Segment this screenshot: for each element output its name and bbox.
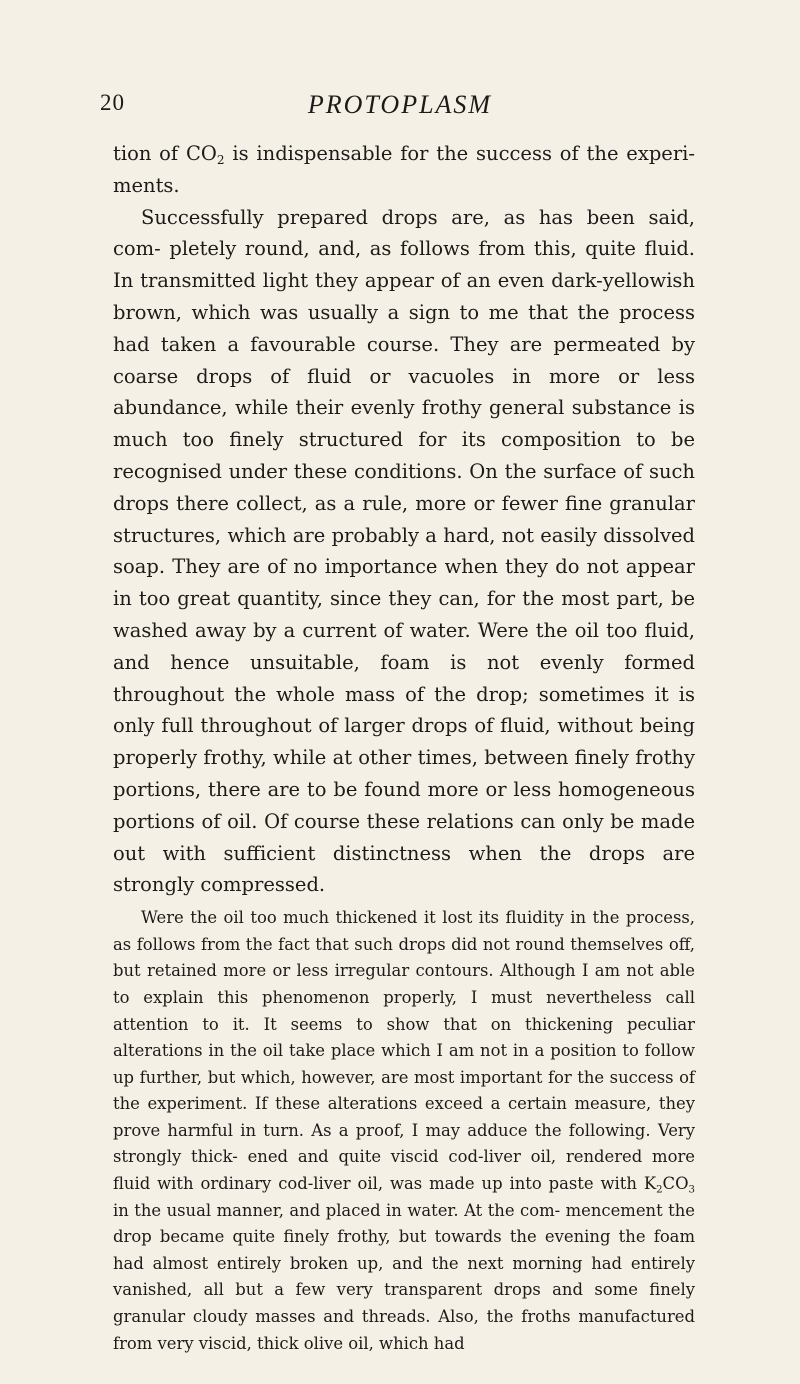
subscript-2: 2: [216, 153, 225, 168]
running-title: PROTOPLASM: [307, 90, 493, 119]
paragraph-1-text-a: tion of CO: [113, 142, 217, 165]
running-head: [0, 90, 800, 122]
paragraph-3-formula: CO: [662, 1174, 689, 1194]
subscript-co3: 3: [688, 1184, 695, 1196]
paragraph-1-text-b: is indispensable for the success of the experi- ments.: [113, 142, 695, 197]
paragraph-3-text-a: Were the oil too much thickened it lost its fluidity in the process, as follows from the fact that such drops did not round themselves off, but retained more or less irregular contours. Although I am not able to explain this phenomenon properly, I must nevertheless call attention to it. It seems to show that on thickening peculiar alterations in the oil take place which I am not in a position to follow up further, but which, however, are most important for the success of the experiment. If these alterations exceed a certain measure, they prove harmful in turn. As a proof, I may adduce the following. Very strongly thick- ened and quite viscid cod-liver oil, rendered more fluid with ordinary cod-liver oil, was made up into paste with K: [113, 908, 695, 1194]
paragraph-3-text-b: in the usual manner, and placed in water. At the com- mencement the drop became quite finely frothy, but towards the evening the foam had almost entirely broken up, and the next morning had entirely vanished, all but a few very transparent drops and some finely granular cloudy masses and threads. Also, the froths manufactured from very viscid, thick olive oil, which had: [113, 1200, 695, 1353]
paragraph-3: [113, 905, 695, 1357]
subscript-k2: 2: [656, 1184, 663, 1196]
page-number: 20: [100, 90, 125, 115]
body-text: [113, 138, 695, 1357]
paragraph-1: [113, 138, 695, 202]
paragraph-2: Successfully prepared drops are, as has been said, com- pletely round, and, as follows from this, quite fluid. In transmitted light they appear of an even dark-yellowish brown, which was usually a sign to me that the process had taken a favourable course. They are permeated by coarse drops of fluid or vacuoles in more or less abundance, while their evenly frothy general substance is much too finely structured for its composition to be recognised under these conditions. On the surface of such drops there collect, as a rule, more or fewer fine granular structures, which are probably a hard, not easily dissolved soap. They are of no importance when they do not appear in too great quantity, since they can, for the most part, be washed away by a current of water. Were the oil too fluid, and hence unsuitable, foam is not evenly formed throughout the whole mass of the drop; sometimes it is only full throughout of larger drops of fluid, without being properly frothy, while at other times, between finely frothy portions, there are to be found more or less homogeneous portions of oil. Of course these relations can only be made out with sufficient distinctness when the drops are strongly compressed.: [113, 205, 695, 897]
